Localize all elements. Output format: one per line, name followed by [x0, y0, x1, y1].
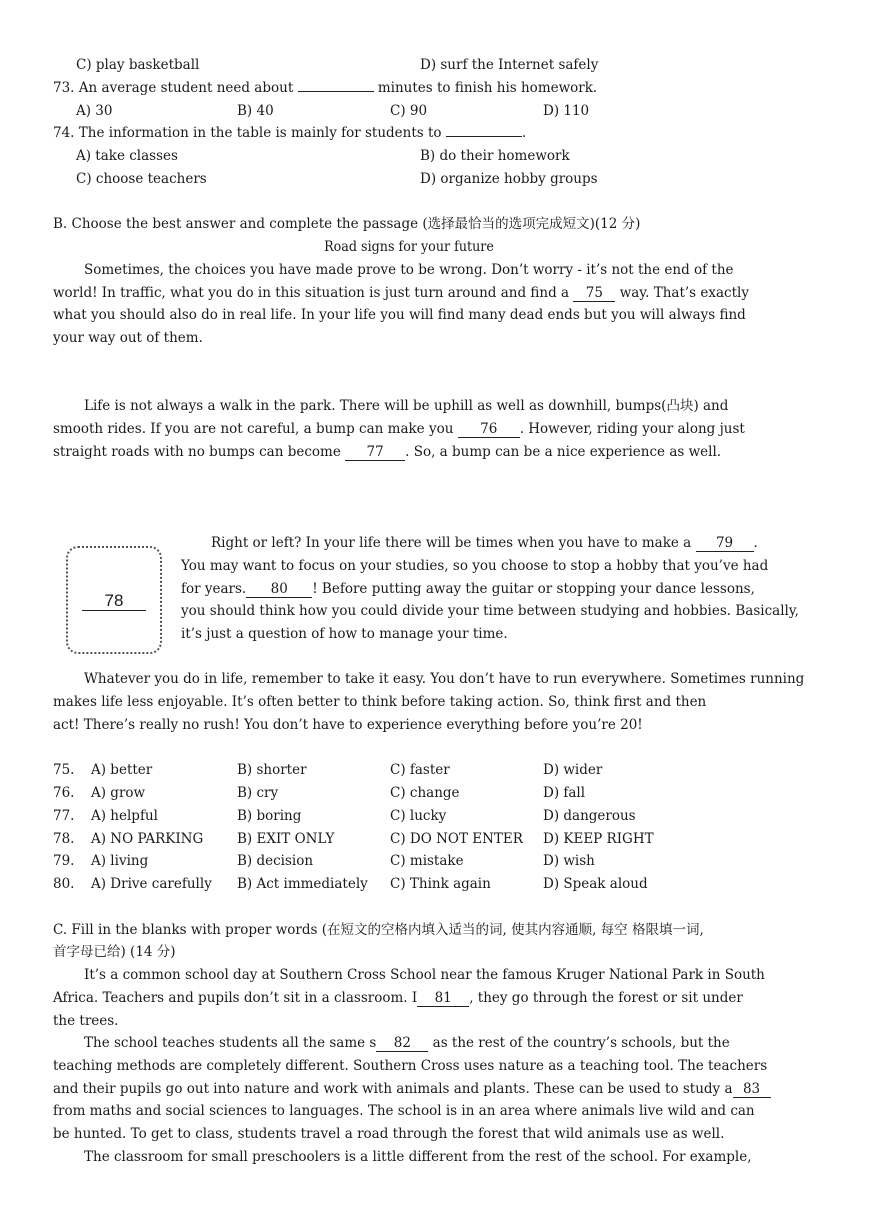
option-76-c[interactable]: C) change	[390, 785, 460, 801]
option-75-b[interactable]: B) shorter	[237, 762, 307, 778]
q74-option-a: A) take classes	[76, 148, 178, 164]
option-78-a[interactable]: A) NO PARKING	[91, 831, 204, 847]
option-75-c[interactable]: C) faster	[390, 762, 450, 778]
blank-77[interactable]: 77	[345, 445, 405, 461]
option-80-a[interactable]: A) Drive carefully	[91, 876, 212, 892]
option-77-b[interactable]: B) boring	[237, 808, 302, 824]
passage-b-p3-line2: You may want to focus on your studies, so you choose to stop a hobby that you’ve had	[181, 558, 769, 574]
passage-c-p2-line3: and their pupils go out into nature and work with animals and plants. These can be used to study a 83	[53, 1080, 771, 1098]
blank-82[interactable]: 82	[376, 1036, 428, 1052]
passage-b-p3-line5: it’s just a question of how to manage your time.	[181, 626, 508, 642]
option-78-b[interactable]: B) EXIT ONLY	[237, 831, 335, 847]
option-row-num: 76.	[53, 785, 75, 801]
q74-stem	[53, 124, 526, 142]
road-sign-blank-78[interactable]: 78	[82, 592, 146, 611]
section-b-heading: B. Choose the best answer and complete the passage (选择最恰当的选项完成短文)(12 分)	[53, 216, 641, 232]
passage-b-p4-line3: act! There’s really no rush! You don’t have to experience everything before you’re 20!	[53, 717, 643, 733]
option-77-d[interactable]: D) dangerous	[543, 808, 636, 824]
blank-79[interactable]: 79	[696, 536, 754, 552]
blank-81[interactable]: 81	[417, 991, 469, 1007]
q74-option-d: D) organize hobby groups	[420, 171, 598, 187]
passage-b-p2-line3: straight roads with no bumps can become 77 . So, a bump can be a nice experience as well.	[53, 444, 722, 460]
option-78-c[interactable]: C) DO NOT ENTER	[390, 831, 523, 847]
option-77-c[interactable]: C) lucky	[390, 808, 447, 824]
q73-stem	[53, 79, 597, 97]
q73-number: 73.	[53, 80, 75, 96]
blank-80[interactable]: 80	[246, 582, 312, 598]
q73-text-before: An average student need about	[78, 80, 294, 96]
q73-option-b: B) 40	[237, 103, 274, 119]
q74-text-after: .	[521, 125, 527, 141]
q73-blank[interactable]	[298, 91, 374, 92]
option-78-d[interactable]: D) KEEP RIGHT	[543, 831, 654, 847]
blank-75[interactable]: 75	[573, 286, 615, 302]
passage-b-p3-line3: for years. 80 ! Before putting away the guitar or stopping your dance lessons,	[181, 581, 755, 597]
q73-option-d: D) 110	[543, 103, 590, 119]
q74-blank[interactable]	[446, 136, 522, 137]
option-row-num: 79.	[53, 853, 75, 869]
blank-83[interactable]: 83	[733, 1082, 771, 1098]
passage-c-p2-line5: be hunted. To get to class, students travel a road through the forest that wild animals use as well.	[53, 1126, 725, 1142]
option-80-c[interactable]: C) Think again	[390, 876, 491, 892]
passage-b-p2-line1: Life is not always a walk in the park. There will be uphill as well as downhill, bumps(凸块) and	[84, 398, 729, 414]
road-sign-box	[66, 546, 162, 654]
passage-b-p4-line2: makes life less enjoyable. It’s often better to think before taking action. So, think first and then	[53, 694, 707, 710]
option-80-d[interactable]: D) Speak aloud	[543, 876, 648, 892]
q73-option-a: A) 30	[76, 103, 113, 119]
option-row-num: 80.	[53, 876, 75, 892]
q72-option-d: D) surf the Internet safely	[420, 57, 599, 73]
section-c-heading-line2: 首字母已给) (14 分)	[53, 944, 176, 960]
q73-text-after: minutes to finish his homework.	[377, 80, 598, 96]
passage-c-p2-line4: from maths and social sciences to languages. The school is in an area where animals live wild and can	[53, 1103, 755, 1119]
option-76-a[interactable]: A) grow	[91, 785, 146, 801]
option-77-a[interactable]: A) helpful	[91, 808, 158, 824]
option-75-d[interactable]: D) wider	[543, 762, 603, 778]
blank-76[interactable]: 76	[458, 422, 520, 438]
option-76-b[interactable]: B) cry	[237, 785, 279, 801]
passage-c-p1-line3: the trees.	[53, 1013, 119, 1029]
passage-b-title: Road signs for your future	[324, 239, 494, 255]
passage-b-p2-line2: smooth rides. If you are not careful, a bump can make you 76 . However, riding your along just	[53, 421, 745, 437]
q73-option-c: C) 90	[390, 103, 428, 119]
q72-option-c: C) play basketball	[76, 57, 200, 73]
option-row-num: 78.	[53, 831, 75, 847]
option-row-num: 77.	[53, 808, 75, 824]
passage-b-p1-line4: your way out of them.	[53, 330, 203, 346]
passage-c-p2-line2: teaching methods are completely different. Southern Cross uses nature as a teaching tool. The teachers	[53, 1058, 768, 1074]
q74-option-b: B) do their homework	[420, 148, 570, 164]
passage-b-p1-line3: what you should also do in real life. In your life you will find many dead ends but you will always find	[53, 307, 746, 323]
option-79-a[interactable]: A) living	[91, 853, 149, 869]
option-76-d[interactable]: D) fall	[543, 785, 586, 801]
passage-b-p4-line1: Whatever you do in life, remember to take it easy. You don’t have to run everywhere. Sometimes running	[84, 671, 805, 687]
q74-text-before: The information in the table is mainly for students to	[78, 125, 442, 141]
option-75-a[interactable]: A) better	[91, 762, 153, 778]
passage-b-p3-line4: you should think how you could divide your time between studying and hobbies. Basically,	[181, 603, 799, 619]
option-row-num: 75.	[53, 762, 75, 778]
passage-c-p3-line1: The classroom for small preschoolers is a little different from the rest of the school. For example,	[84, 1149, 752, 1165]
passage-b-p1-line2: world! In traffic, what you do in this situation is just turn around and find a 75 way. That’s exactly	[53, 285, 749, 301]
q74-option-c: C) choose teachers	[76, 171, 207, 187]
option-79-b[interactable]: B) decision	[237, 853, 314, 869]
passage-c-p1-line2: Africa. Teachers and pupils don’t sit in a classroom. I 81 , they go through the forest or sit under	[53, 990, 743, 1006]
option-79-d[interactable]: D) wish	[543, 853, 595, 869]
option-79-c[interactable]: C) mistake	[390, 853, 464, 869]
section-c-heading-line1: C. Fill in the blanks with proper words (在短文的空格内填入适当的词, 使其内容通顺, 每空 格限填一词,	[53, 922, 704, 938]
option-80-b[interactable]: B) Act immediately	[237, 876, 368, 892]
passage-b-p3-line1: Right or left? In your life there will be times when you have to make a 79 .	[211, 535, 758, 551]
q74-number: 74.	[53, 125, 75, 141]
passage-c-p1-line1: It’s a common school day at Southern Cross School near the famous Kruger National Park in South	[84, 967, 765, 983]
passage-b-p1-line1: Sometimes, the choices you have made prove to be wrong. Don’t worry - it’s not the end of the	[84, 262, 734, 278]
passage-c-p2-line1: The school teaches students all the same s 82 as the rest of the country’s schools, but the	[84, 1035, 730, 1051]
